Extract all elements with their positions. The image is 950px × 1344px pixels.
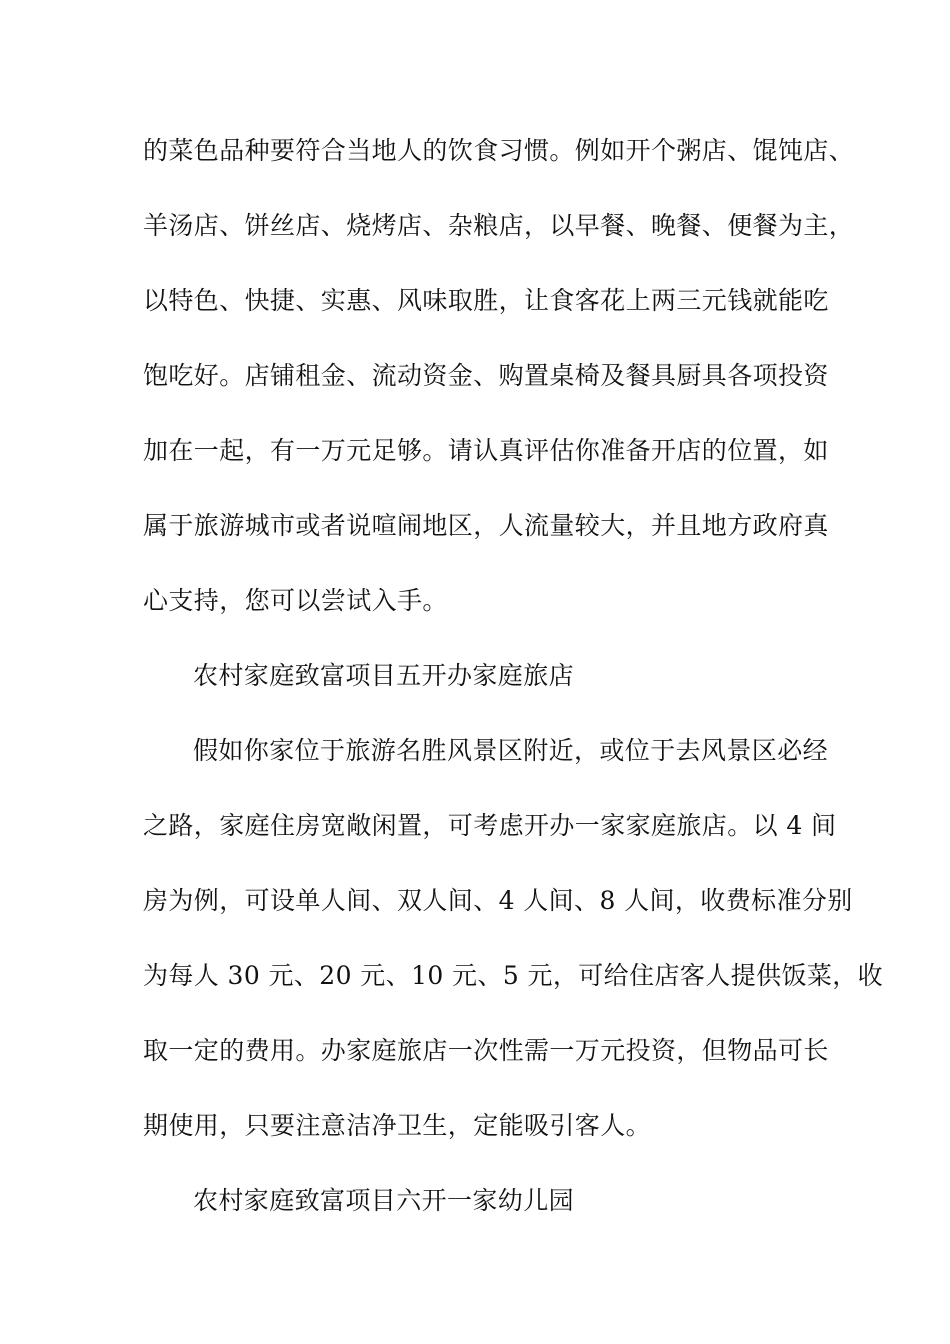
paragraph-line: 假如你家位于旅游名胜风景区附近，或位于去风景区必经	[193, 736, 829, 765]
paragraph-line: 取一定的费用。办家庭旅店一次性需一万元投资，但物品可长	[143, 1036, 829, 1065]
paragraph-line: 心支持，您可以尝试入手。	[143, 586, 448, 615]
section-heading: 农村家庭致富项目五开办家庭旅店	[193, 661, 575, 690]
paragraph-line: 饱吃好。店铺租金、流动资金、购置桌椅及餐具厨具各项投资	[143, 361, 829, 390]
paragraph-line: 羊汤店、饼丝店、烧烤店、杂粮店，以早餐、晚餐、便餐为主，	[143, 211, 855, 240]
section-heading: 农村家庭致富项目六开一家幼儿园	[193, 1186, 575, 1215]
paragraph-line: 房为例，可设单人间、双人间、4 人间、8 人间，收费标准分别	[143, 886, 853, 915]
paragraph-line: 以特色、快捷、实惠、风味取胜，让食客花上两三元钱就能吃	[143, 286, 829, 315]
paragraph-line: 期使用，只要注意洁净卫生，定能吸引客人。	[143, 1111, 652, 1140]
paragraph-line: 之路，家庭住房宽敞闲置，可考虑开办一家家庭旅店。以 4 间	[143, 811, 837, 840]
paragraph-line: 加在一起，有一万元足够。请认真评估你准备开店的位置，如	[143, 436, 829, 465]
paragraph-line: 的菜色品种要符合当地人的饮食习惯。例如开个粥店、馄饨店、	[143, 136, 855, 165]
paragraph-line: 属于旅游城市或者说喧闹地区，人流量较大，并且地方政府真	[143, 511, 829, 540]
paragraph-line: 为每人 30 元、20 元、10 元、5 元，可给住店客人提供饭菜，收	[143, 961, 884, 990]
